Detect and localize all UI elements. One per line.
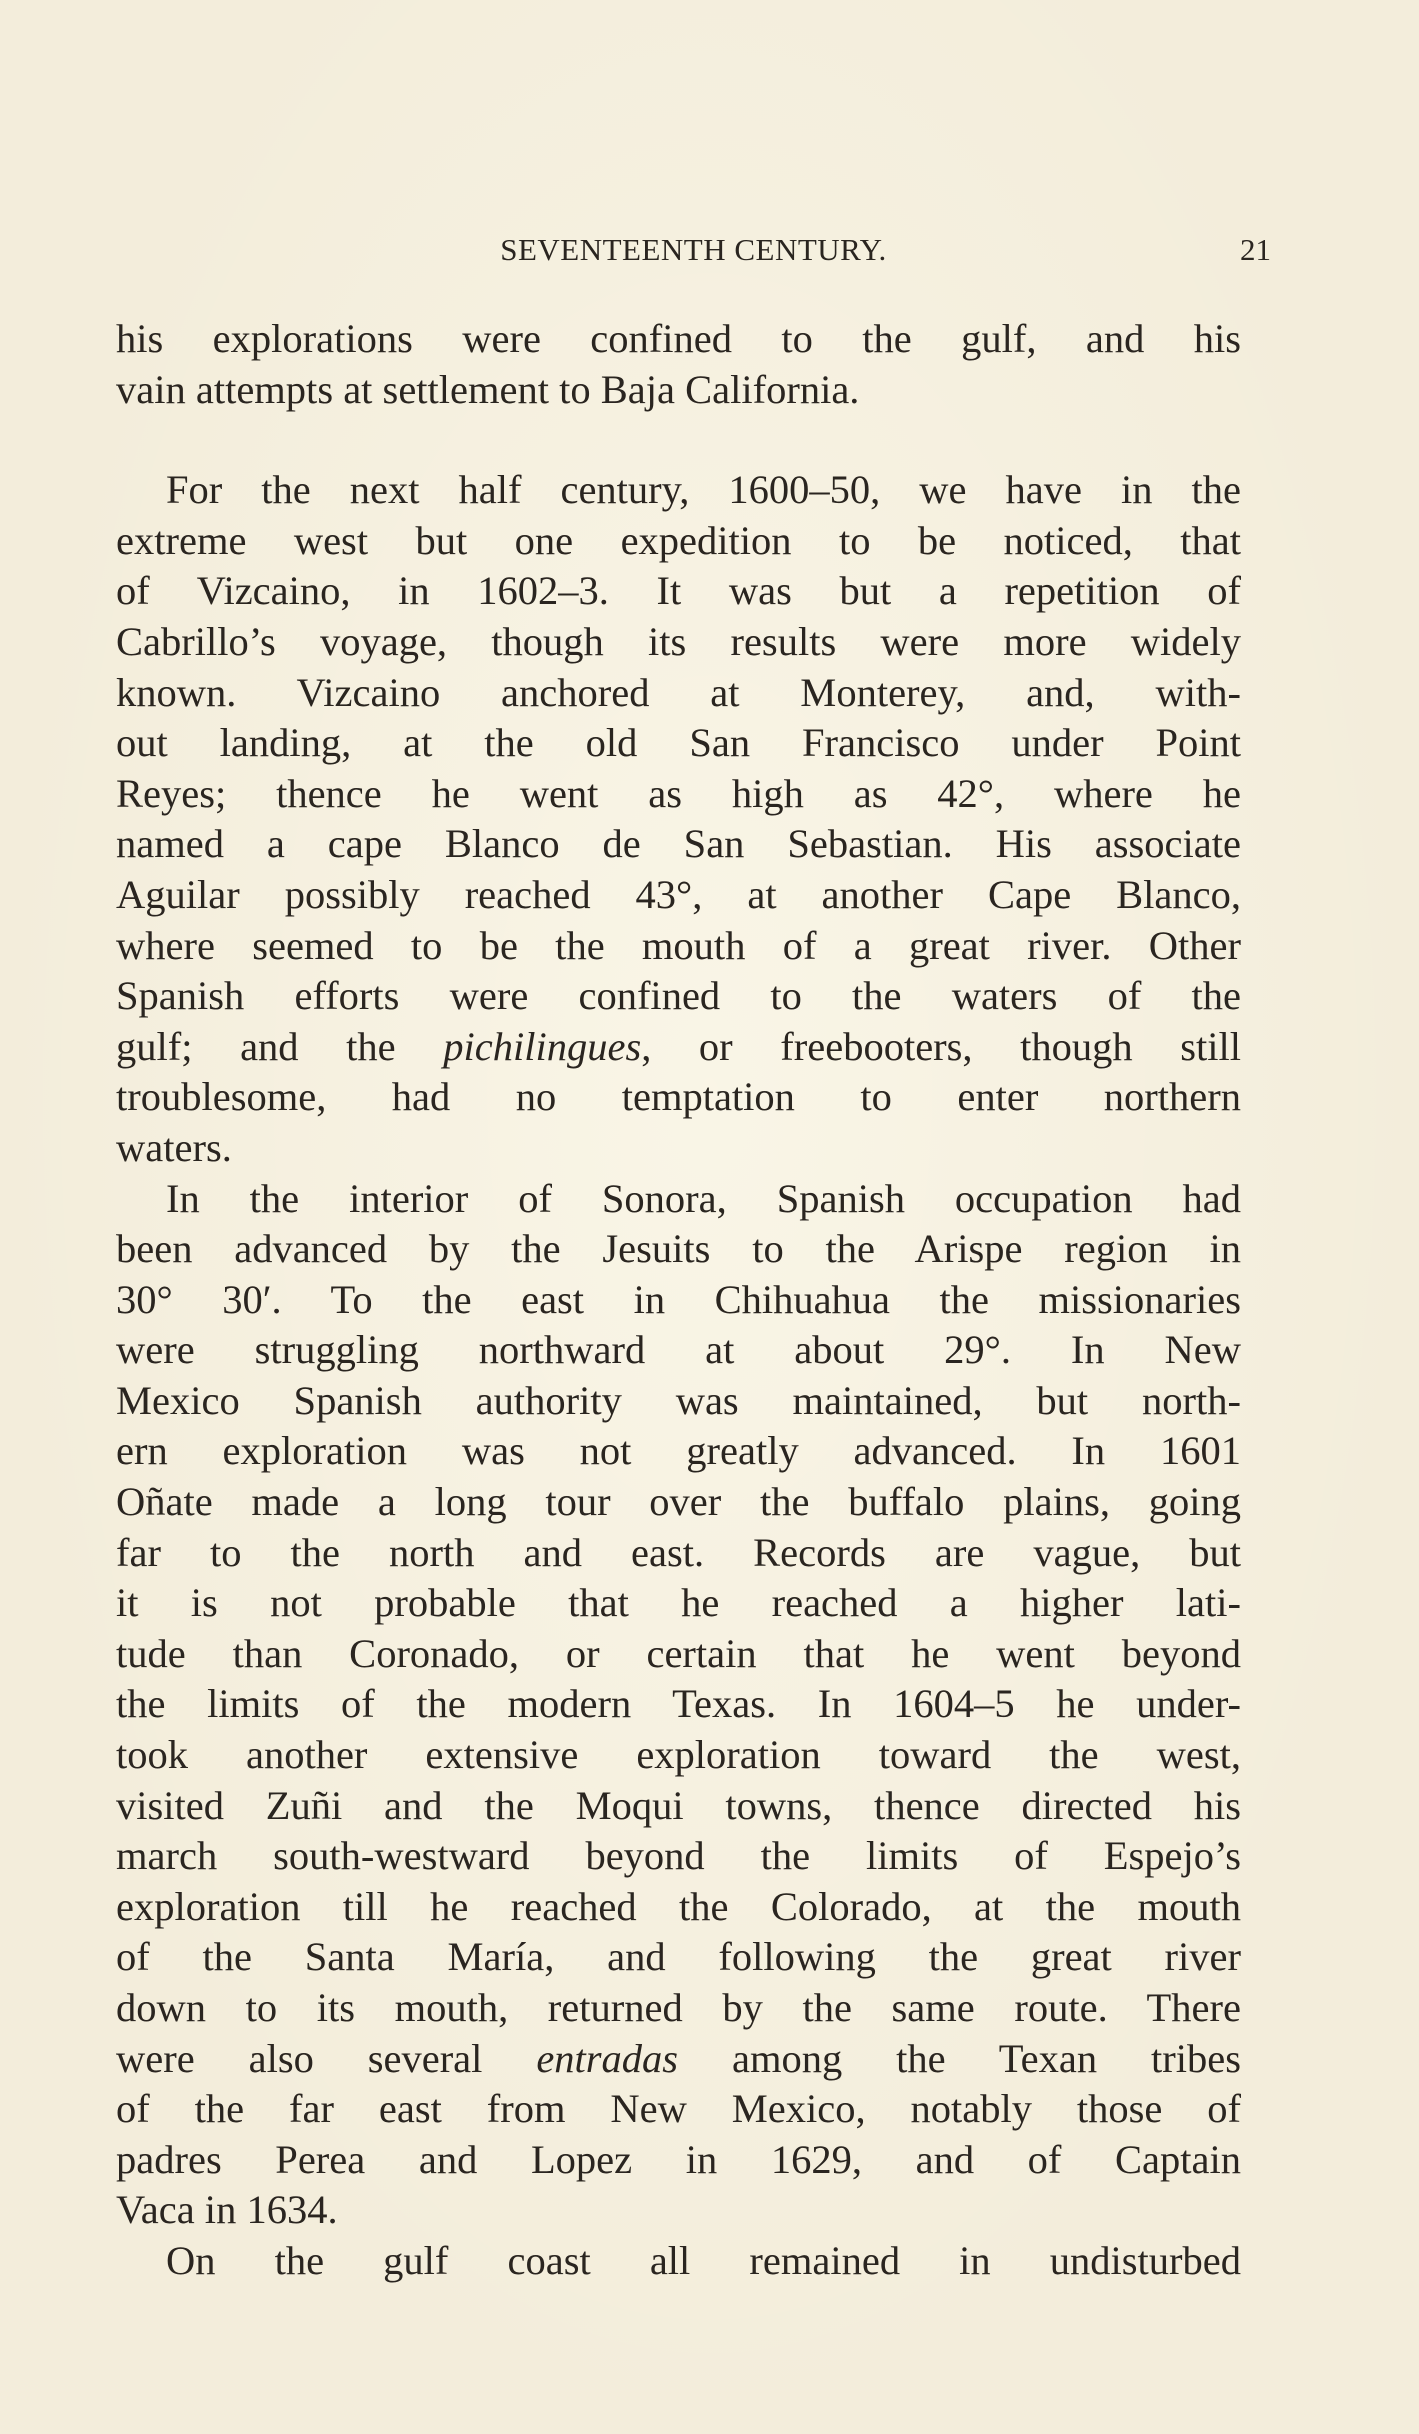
text-line: troublesome, had no temptation to enter northern — [116, 1074, 1241, 1120]
text-line: far to the north and east. Records are vague, but — [116, 1529, 1241, 1575]
text-line: of the far east from New Mexico, notably those of — [116, 2086, 1241, 2132]
paragraph-2 — [116, 465, 1241, 1173]
text-line: vain attempts at settlement to Baja California. — [116, 366, 860, 412]
text-line: of the Santa María, and following the great river — [116, 1934, 1241, 1980]
paragraph-1 — [116, 314, 1241, 415]
text-line: been advanced by the Jesuits to the Arispe region in — [116, 1226, 1241, 1272]
text-fragment: gulf; and the — [116, 1023, 444, 1069]
text-line: named a cape Blanco de San Sebastian. His associate — [116, 821, 1241, 867]
text-line: the limits of the modern Texas. In 1604–5 he under- — [116, 1681, 1241, 1727]
text-line: Aguilar possibly reached 43°, at another Cape Blanco, — [116, 871, 1241, 917]
text-line: his explorations were confined to the gulf, and his — [116, 316, 1241, 361]
text-line: 30° 30′. To the east in Chihuahua the missionaries — [116, 1276, 1241, 1322]
text-fragment: , or freebooters, though still — [641, 1023, 1241, 1069]
text-line: exploration till he reached the Colorado, at the mouth — [116, 1883, 1241, 1929]
text-line: Cabrillo’s voyage, though its results were more widely — [116, 618, 1241, 664]
page-number: 21 — [1240, 232, 1271, 267]
text-line: On the gulf coast all remained in undisturbed — [166, 2237, 1241, 2283]
text-line: Oñate made a long tour over the buffalo plains, going — [116, 1479, 1241, 1525]
text-line-with-italic — [116, 2034, 1241, 2085]
text-line: waters. — [116, 1124, 232, 1170]
italic-term: pichilingues — [443, 1023, 642, 1069]
running-title: SEVENTEENTH CENTURY. — [500, 232, 887, 267]
text-line: In the interior of Sonora, Spanish occupation had — [166, 1175, 1241, 1221]
text-line: Reyes; thence he went as high as 42°, where he — [116, 770, 1241, 816]
text-line: visited Zuñi and the Moqui towns, thence directed his — [116, 1782, 1241, 1828]
text-line: of Vizcaino, in 1602–3. It was but a repetition of — [116, 568, 1241, 614]
text-line: march south-westward beyond the limits of Espejo’s — [116, 1833, 1241, 1879]
text-line: extreme west but one expedition to be noticed, that — [116, 517, 1241, 563]
italic-term: entradas — [536, 2035, 679, 2081]
body-text — [116, 314, 1241, 2287]
text-line: it is not probable that he reached a higher lati- — [116, 1580, 1241, 1626]
text-line: ern exploration was not greatly advanced. In 1601 — [116, 1428, 1241, 1474]
text-line: Spanish efforts were confined to the waters of the — [116, 973, 1241, 1019]
text-line: out landing, at the old San Francisco under Point — [116, 720, 1241, 766]
text-line-with-italic — [116, 1022, 1241, 1073]
text-line: For the next half century, 1600–50, we have in the — [166, 467, 1241, 513]
text-line: known. Vizcaino anchored at Monterey, and, with- — [116, 669, 1241, 715]
text-line: padres Perea and Lopez in 1629, and of Captain — [116, 2136, 1241, 2182]
text-line: Mexico Spanish authority was maintained, but north- — [116, 1377, 1241, 1423]
text-line: tude than Coronado, or certain that he went beyond — [116, 1630, 1241, 1676]
paragraph-3 — [116, 1174, 1241, 2236]
text-fragment: among the Texan tribes — [678, 2035, 1241, 2081]
text-line: Vaca in 1634. — [116, 2187, 338, 2233]
running-head — [116, 232, 1271, 272]
text-line: where seemed to be the mouth of a great river. Other — [116, 922, 1241, 968]
text-line: down to its mouth, returned by the same route. There — [116, 1985, 1241, 2030]
text-fragment: were also several — [116, 2035, 537, 2081]
text-line: took another extensive exploration toward the west, — [116, 1732, 1241, 1778]
paragraph-4 — [116, 2236, 1241, 2287]
text-line: were struggling northward at about 29°. In New — [116, 1327, 1241, 1373]
